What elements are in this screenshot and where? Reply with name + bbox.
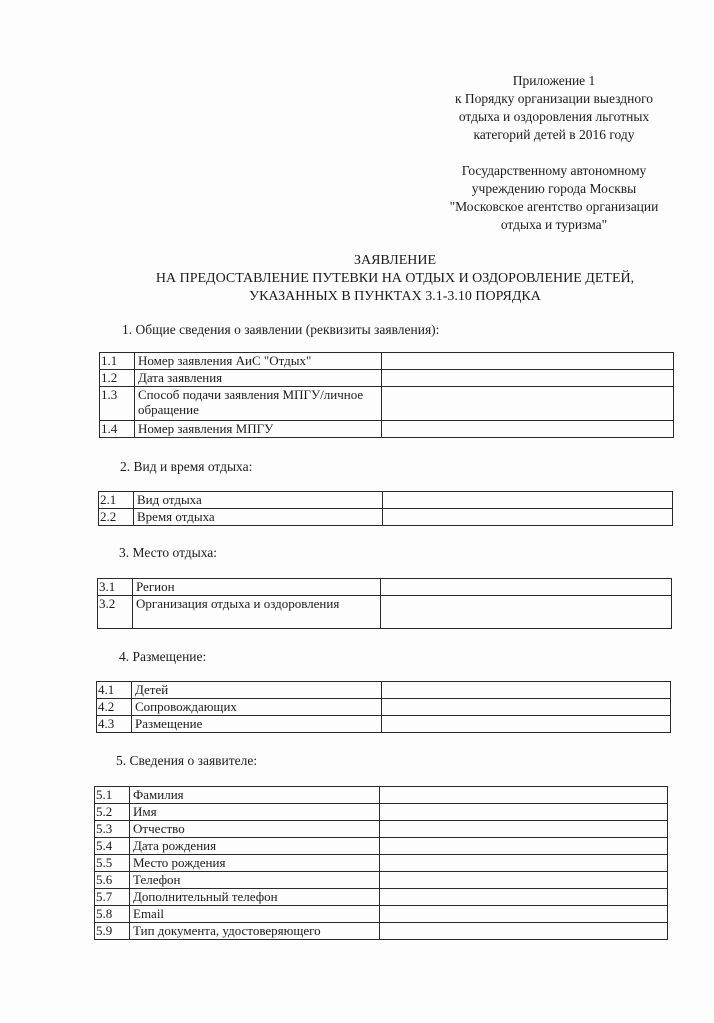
table-row	[95, 804, 668, 821]
row-number: 4.2	[97, 699, 132, 716]
row-label: Дата заявления	[135, 370, 382, 387]
appendix-header	[420, 72, 688, 234]
row-label: Email	[130, 906, 380, 923]
row-label: Время отдыха	[134, 509, 383, 526]
row-label: Фамилия	[130, 787, 380, 804]
row-value-field[interactable]	[380, 838, 668, 855]
row-value-field[interactable]	[382, 716, 671, 733]
section-heading: 1. Общие сведения о заявлении (реквизиты заявления):	[122, 322, 440, 337]
row-label: Способ подачи заявления МПГУ/личное обращение	[135, 387, 382, 421]
table-row	[95, 821, 668, 838]
row-label: Вид отдыха	[134, 492, 383, 509]
appendix-line: отдыха и оздоровления льготных	[458, 109, 650, 124]
table-row	[95, 838, 668, 855]
title-line: ЗАЯВЛЕНИЕ	[353, 253, 437, 268]
table-row	[95, 787, 668, 804]
row-number: 2.2	[99, 509, 134, 526]
section-heading: 5. Сведения о заявителе:	[116, 753, 258, 768]
section-heading: 3. Место отдыха:	[119, 545, 218, 560]
addressee-line: "Московское агентство организации	[449, 199, 659, 214]
row-value-field[interactable]	[381, 596, 672, 629]
table-row	[98, 579, 672, 596]
row-value-field[interactable]	[380, 787, 668, 804]
row-value-field[interactable]	[382, 370, 674, 387]
row-value-field[interactable]	[380, 821, 668, 838]
section-heading: 4. Размещение:	[119, 649, 207, 664]
addressee-line: Государственному автономному	[461, 163, 647, 178]
row-number: 5.9	[95, 923, 130, 940]
row-label: Регион	[133, 579, 381, 596]
row-value-field[interactable]	[381, 579, 672, 596]
row-label: Организация отдыха и оздоровления	[133, 596, 381, 629]
row-number: 4.1	[97, 682, 132, 699]
table-row	[100, 387, 674, 421]
title-line: НА ПРЕДОСТАВЛЕНИЕ ПУТЕВКИ НА ОТДЫХ И ОЗДОРОВЛЕНИЕ ДЕТЕЙ,	[155, 271, 635, 286]
table-row	[98, 596, 672, 629]
row-number: 5.2	[95, 804, 130, 821]
row-label: Номер заявления МПГУ	[135, 421, 382, 438]
appendix-line: категорий детей в 2016 году	[473, 127, 635, 142]
addressee-line: учреждению города Москвы	[471, 181, 637, 196]
row-number: 1.2	[100, 370, 135, 387]
row-number: 5.1	[95, 787, 130, 804]
row-value-field[interactable]	[382, 387, 674, 421]
section-table-accommodation	[96, 681, 671, 733]
row-number: 5.7	[95, 889, 130, 906]
row-value-field[interactable]	[382, 682, 671, 699]
section-heading: 2. Вид и время отдыха:	[120, 459, 253, 474]
row-label: Размещение	[132, 716, 382, 733]
row-value-field[interactable]	[383, 509, 673, 526]
table-row	[97, 682, 671, 699]
table-row	[100, 353, 674, 370]
row-label: Дата рождения	[130, 838, 380, 855]
row-label: Детей	[132, 682, 382, 699]
addressee-line: отдыха и туризма"	[500, 217, 608, 232]
section-table-applicant	[94, 786, 668, 940]
row-label: Тип документа, удостоверяющего	[130, 923, 380, 940]
row-label: Дополнительный телефон	[130, 889, 380, 906]
row-number: 1.3	[100, 387, 135, 421]
table-row	[99, 509, 673, 526]
row-number: 1.1	[100, 353, 135, 370]
row-number: 4.3	[97, 716, 132, 733]
row-number: 3.2	[98, 596, 133, 629]
row-number: 5.3	[95, 821, 130, 838]
row-number: 5.6	[95, 872, 130, 889]
document-title	[130, 252, 660, 306]
row-value-field[interactable]	[380, 804, 668, 821]
appendix-line: к Порядку организации выездного	[454, 91, 654, 106]
row-value-field[interactable]	[380, 906, 668, 923]
row-value-field[interactable]	[380, 872, 668, 889]
row-value-field[interactable]	[382, 699, 671, 716]
table-row	[95, 889, 668, 906]
row-number: 3.1	[98, 579, 133, 596]
section-table-rest-type	[98, 491, 673, 526]
row-label: Имя	[130, 804, 380, 821]
appendix-line: Приложение 1	[512, 73, 596, 88]
table-row	[95, 923, 668, 940]
row-label: Телефон	[130, 872, 380, 889]
row-label: Сопровождающих	[132, 699, 382, 716]
row-value-field[interactable]	[382, 421, 674, 438]
row-value-field[interactable]	[382, 353, 674, 370]
row-number: 5.4	[95, 838, 130, 855]
table-row	[95, 855, 668, 872]
row-number: 1.4	[100, 421, 135, 438]
row-value-field[interactable]	[383, 492, 673, 509]
row-label: Номер заявления АиС "Отдых"	[135, 353, 382, 370]
table-row	[95, 906, 668, 923]
row-number: 5.5	[95, 855, 130, 872]
row-value-field[interactable]	[380, 923, 668, 940]
table-row	[97, 716, 671, 733]
table-row	[100, 370, 674, 387]
row-label: Место рождения	[130, 855, 380, 872]
row-number: 5.8	[95, 906, 130, 923]
table-row	[99, 492, 673, 509]
table-row	[100, 421, 674, 438]
row-number: 2.1	[99, 492, 134, 509]
table-row	[97, 699, 671, 716]
title-line: УКАЗАННЫХ В ПУНКТАХ 3.1-3.10 ПОРЯДКА	[249, 289, 541, 304]
table-row	[95, 872, 668, 889]
row-value-field[interactable]	[380, 889, 668, 906]
section-table-general	[99, 352, 674, 438]
row-value-field[interactable]	[380, 855, 668, 872]
section-table-place	[97, 578, 672, 629]
row-label: Отчество	[130, 821, 380, 838]
